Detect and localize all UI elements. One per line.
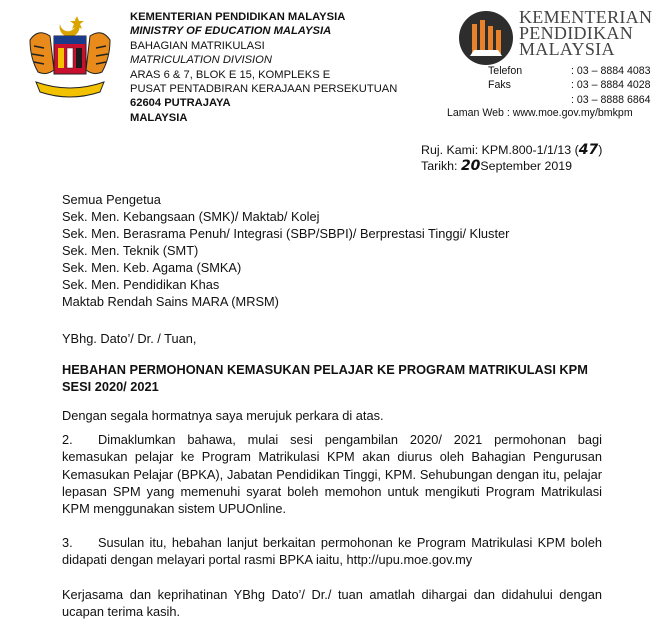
letter-subject: HEBAHAN PERMOHONAN KEMASUKAN PELAJAR KE PROGRAM MATRIKULASI KPM SESI 2020/ 2021: [62, 362, 588, 394]
address-country: MALAYSIA: [130, 111, 188, 124]
reference-block: [421, 143, 602, 174]
paragraph-text: Dimaklumkan bahawa, mulai sesi pengambilan 2020/ 2021 permohonan bagi kemasukan pelajar ke Program Matrikulasi KPM akan diurus oleh Bahagian Pengurusan Kemasukan Pelajar (BPKA), Jabatan Pendidikan Tinggi, KPM. Sehubungan dengan itu, pelajar lepasan SPM yang memenuhi syarat boleh memohon untuk mengikuti Program Matrikulasi KPM menggunakan sistem UPUOnline.: [62, 432, 602, 517]
paragraph-text: Susulan itu, hebahan lanjut berkaitan permohonan ke Program Matrikulasi KPM boleh didapati dengan melayari portal rasmi BPKA iaitu, http://upu.moe.gov.my: [62, 535, 602, 568]
phone-value-2: : 03 – 8884 4028: [571, 79, 651, 92]
tarikh-day: 20: [460, 157, 481, 174]
fax-label: Faks: [488, 79, 511, 92]
reference-number: [421, 143, 602, 159]
division-name-ms: BAHAGIAN MATRIKULASI: [130, 39, 265, 52]
paragraph-2: [62, 431, 602, 517]
ruj-close: ): [598, 143, 603, 157]
recipient: Sek. Men. Kebangsaan (SMK)/ Maktab/ Kolej: [62, 209, 320, 224]
ministry-name-ms: KEMENTERIAN PENDIDIKAN MALAYSIA: [130, 11, 346, 23]
kpm-wordmark: [519, 9, 652, 57]
tarikh-rest: September 2019: [480, 158, 573, 173]
address-line: PUSAT PENTADBIRAN KERAJAAN PERSEKUTUAN: [130, 83, 398, 96]
fax-value: : 03 – 8888 6864: [571, 93, 651, 106]
wordmark-line: MALAYSIA: [519, 39, 615, 59]
salutation: YBhg. Dato’/ Dr. / Tuan,: [62, 331, 197, 346]
address-line: ARAS 6 & 7, BLOK E 15, KOMPLEKS E: [130, 68, 331, 81]
kpm-logo-icon: [458, 10, 514, 66]
recipients: [62, 191, 509, 310]
contact-values: [571, 64, 651, 107]
phone-label: Telefon: [488, 65, 523, 77]
recipient: Sek. Men. Keb. Agama (SMKA): [62, 260, 242, 275]
recipient: Semua Pengetua: [62, 192, 161, 207]
tarikh-label: Tarikh:: [421, 158, 461, 173]
closing-paragraph: Kerjasama dan keprihatinan YBhg Dato’/ Dr./ tuan amatlah dihargai dan didahului dengan ucapan terima kasih.: [62, 587, 602, 620]
ministry-name-en: MINISTRY OF EDUCATION MALAYSIA: [130, 25, 332, 38]
recipient: Sek. Men. Teknik (SMT): [62, 243, 199, 258]
website: Laman Web : www.moe.gov.my/bmkpm: [447, 107, 633, 119]
division-name-en: MATRICULATION DIVISION: [130, 54, 272, 67]
recipient: Maktab Rendah Sains MARA (MRSM): [62, 294, 279, 309]
wordmark-line: KEMENTERIAN: [519, 7, 653, 27]
recipient: Sek. Men. Pendidikan Khas: [62, 277, 220, 292]
address-postcode: 62604 PUTRAJAYA: [130, 97, 231, 110]
coat-of-arms-icon: [22, 10, 118, 102]
wordmark-line: PENDIDIKAN: [519, 23, 633, 43]
paragraph-number: 3.: [62, 535, 73, 550]
ministry-address: [130, 10, 397, 125]
intro-sentence: Dengan segala hormatnya saya merujuk perkara di atas.: [62, 408, 384, 423]
contact-labels: [488, 64, 522, 93]
ruj-value: KPM.800-1/1/13 (: [481, 143, 579, 157]
ruj-handwritten: 47: [578, 142, 599, 158]
paragraph-number: 2.: [62, 432, 73, 447]
ruj-label: Ruj. Kami:: [421, 143, 482, 157]
letter-date: [421, 159, 602, 175]
recipient: Sek. Men. Berasrama Penuh/ Integrasi (SBP/SBPI)/ Berprestasi Tinggi/ Kluster: [62, 226, 510, 241]
paragraph-3: [62, 534, 602, 569]
phone-value: : 03 – 8884 4083: [571, 65, 651, 77]
